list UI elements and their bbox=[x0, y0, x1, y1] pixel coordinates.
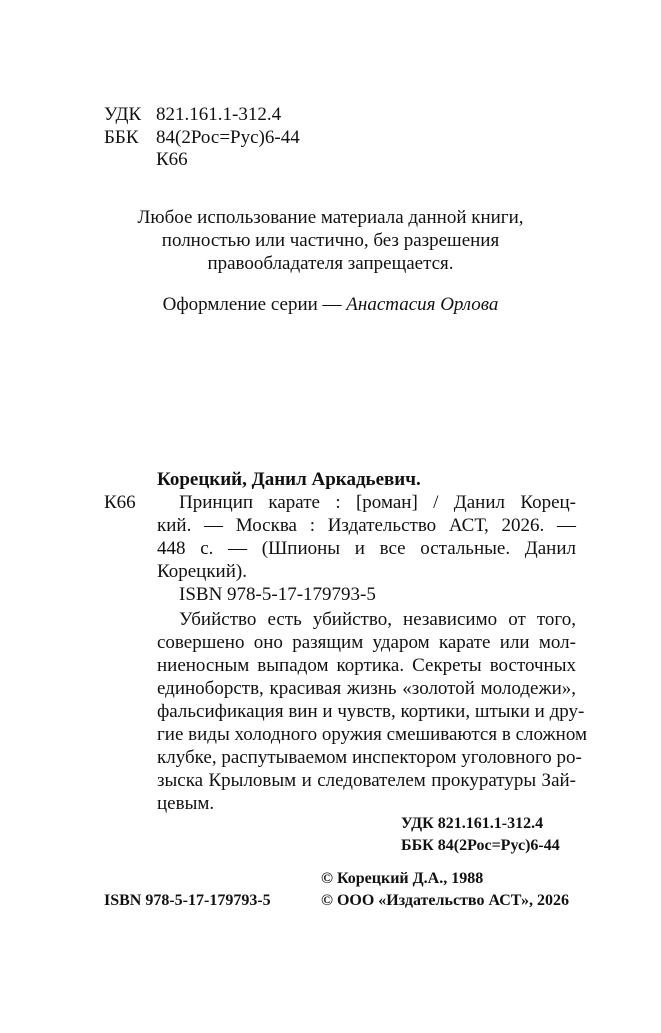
author-mark-top: К66 bbox=[156, 149, 188, 170]
footer-bbk: ББК 84(2Рос=Рус)6-44 bbox=[401, 837, 560, 854]
annotation-line: клубке, распутываемом инспектором уголовного ро- bbox=[157, 747, 582, 768]
entry-description-line: 448 с. — (Шпионы и все остальные. Данил bbox=[157, 538, 576, 559]
annotation-line: цевым. bbox=[157, 793, 215, 814]
annotation-line: совершено оно разящим ударом карате или мол- bbox=[157, 632, 576, 653]
udk-label: УДК bbox=[104, 104, 142, 125]
copyright-publisher: © ООО «Издательство АСТ», 2026 bbox=[321, 892, 570, 909]
series-design-label: Оформление серии — bbox=[162, 294, 347, 315]
annotation-line: гие виды холодного оружия смешиваются в сложном bbox=[157, 724, 587, 745]
bbk-line bbox=[104, 126, 300, 149]
annotation-line: ниеносным выпадом кортика. Секреты восточных bbox=[157, 655, 576, 676]
entry-author: Корецкий, Данил Аркадьевич. bbox=[157, 469, 421, 490]
series-design-credit bbox=[0, 293, 661, 316]
notice-line-3: правообладателя запрещается. bbox=[207, 253, 454, 274]
series-designer-name: Анастасия Орлова bbox=[346, 294, 499, 315]
entry-description-line: Принцип карате : [роман] / Данил Корец- bbox=[179, 492, 576, 513]
udk-value: 821.161.1-312.4 bbox=[156, 104, 282, 125]
annotation-line: фальсификация вин и чувств, кортики, штыки и дру- bbox=[157, 701, 585, 722]
annotation-line: Убийство есть убийство, независимо от того, bbox=[179, 609, 576, 630]
notice-line-1: Любое использование материала данной книги, bbox=[137, 207, 524, 228]
annotation-line: единоборств, красивая жизнь «золотой молодежи», bbox=[157, 678, 576, 699]
annotation-line: зыска Крыловым и следователем прокуратуры Зай- bbox=[157, 770, 576, 791]
footer-udk: УДК 821.161.1-312.4 bbox=[401, 815, 544, 832]
annotation bbox=[157, 608, 587, 815]
footer-isbn: ISBN 978-5-17-179793-5 bbox=[104, 892, 271, 909]
bbk-value: 84(2Рос=Рус)6-44 bbox=[156, 127, 300, 148]
bbk-label: ББК bbox=[104, 127, 139, 148]
entry-mark: К66 bbox=[104, 492, 136, 513]
entry-description-line: Корецкий). bbox=[157, 561, 247, 582]
udk-line bbox=[104, 103, 281, 126]
entry-description bbox=[157, 491, 576, 583]
entry-description-line: кий. — Москва : Издательство АСТ, 2026. — bbox=[157, 515, 576, 536]
notice-line-2: полностью или частично, без разрешения bbox=[161, 230, 500, 251]
entry-isbn: ISBN 978-5-17-179793-5 bbox=[179, 584, 376, 605]
copyright-author: © Корецкий Д.А., 1988 bbox=[321, 870, 484, 887]
